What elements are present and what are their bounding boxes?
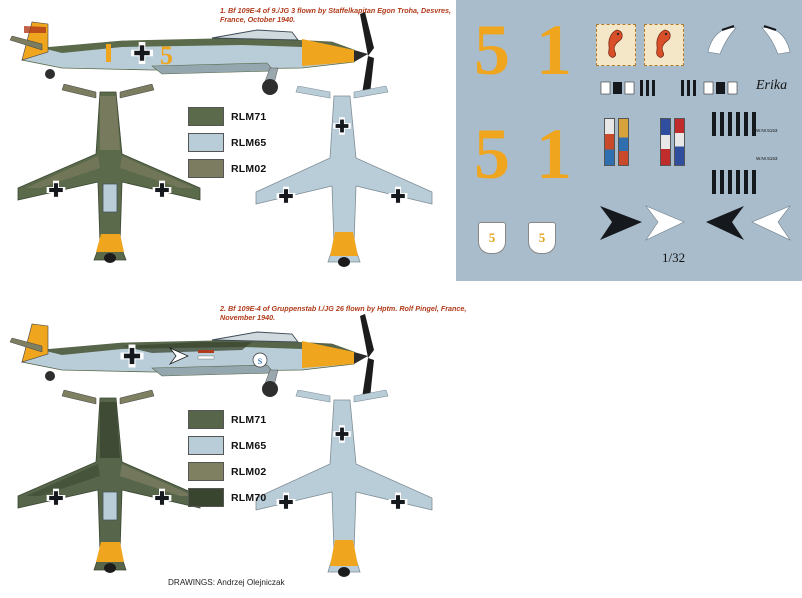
white-marking-a	[702, 20, 744, 60]
color-swatch	[188, 107, 224, 126]
color-legend-2	[188, 410, 266, 514]
svg-text:S: S	[257, 357, 263, 366]
color-row	[188, 488, 266, 507]
profile-1-bottom-view	[246, 86, 436, 276]
profile-1-top-view	[4, 84, 204, 274]
color-row	[188, 462, 266, 481]
color-row	[188, 436, 266, 455]
color-label: RLM65	[231, 439, 267, 452]
color-swatch	[188, 410, 224, 429]
decal-numeral-5-a: 5	[474, 10, 510, 90]
werknummer-decal-2: W.Nr.5153	[756, 156, 778, 161]
seahorse-emblem-box-1	[596, 24, 636, 66]
color-swatch	[188, 159, 224, 178]
decal-sheet-panel	[456, 0, 802, 281]
unit-badge-1	[478, 222, 506, 254]
small-stencil-set-1	[600, 78, 664, 100]
erika-script-decal: Erika	[756, 78, 788, 93]
profile-2-caption: 2. Bf 109E-4 of Gruppenstab I./JG 26 flown by Hptm. Rolf Pingel, France, November 1940.	[220, 304, 467, 323]
color-swatch	[188, 488, 224, 507]
profile-2-bottom-view	[246, 390, 436, 590]
seahorse-emblem-box-2	[644, 24, 684, 66]
color-swatch	[188, 436, 224, 455]
svg-text:5: 5	[160, 41, 173, 70]
color-label: RLM65	[231, 136, 267, 149]
small-stencil-set-2	[680, 78, 744, 100]
unit-badge-2	[528, 222, 556, 254]
color-label: RLM02	[231, 465, 267, 478]
decal-numeral-5-b: 5	[474, 114, 510, 194]
color-swatch	[188, 133, 224, 152]
color-label: RLM02	[231, 162, 267, 175]
scale-label: 1/32	[662, 250, 686, 265]
color-row	[188, 133, 266, 152]
unit-badge-label: 5	[488, 230, 496, 245]
command-chevron-white	[596, 202, 686, 244]
flag-stripes-1	[604, 118, 629, 166]
color-swatch	[188, 462, 224, 481]
command-chevron-black	[704, 202, 794, 244]
profile-2-top-view	[4, 388, 204, 588]
color-label: RLM71	[231, 413, 267, 426]
color-label: RLM70	[231, 491, 267, 504]
werknummer-decal-1: W.Nr.5153	[756, 128, 778, 133]
decal-numeral-1-b: 1	[536, 114, 572, 194]
seahorse-icon	[645, 25, 681, 63]
color-row	[188, 107, 266, 126]
profile-1-caption: 1. Bf 109E-4 of 9./JG 3 flown by Staffelkapitan Egon Troha, Desvres, France, October 1940.	[220, 6, 451, 25]
seahorse-icon	[597, 25, 633, 63]
flag-stripes-2	[660, 118, 685, 166]
drawings-credit: DRAWINGS: Andrzej Olejniczak	[168, 578, 285, 587]
white-marking-b	[754, 20, 796, 60]
color-legend-1	[188, 107, 266, 185]
unit-badge-label: 5	[538, 230, 546, 245]
color-label: RLM71	[231, 110, 267, 123]
color-row	[188, 159, 266, 178]
color-row	[188, 410, 266, 429]
profile-panel-1	[0, 0, 452, 292]
decal-numeral-1-a: 1	[536, 10, 572, 90]
black-stencil-bars-2	[712, 170, 768, 196]
profile-panel-2	[0, 296, 467, 598]
black-stencil-bars-1	[712, 112, 768, 138]
